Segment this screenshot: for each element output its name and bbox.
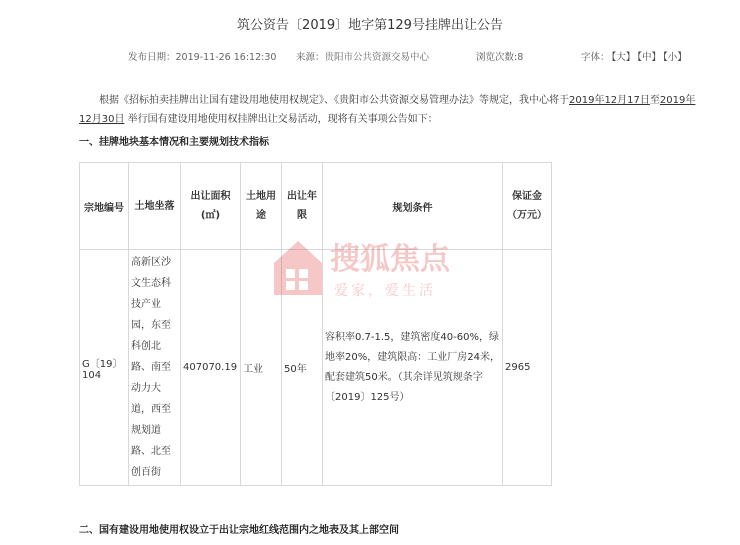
font-small-link[interactable]: 【小】 [663,52,687,63]
intro-text-3: 举行国有建设用地使用权挂牌出让交易活动，现将有关事项公告如下： [124,114,438,125]
land-parcel-table [79,162,552,486]
intro-end-date: 2019年12月30日 [79,95,696,125]
table-row [80,250,552,486]
cell-deposit: 2965 [503,250,552,486]
intro-paragraph [79,91,699,129]
publish-date [128,49,276,63]
font-large-link[interactable]: 【大】 [611,52,636,63]
header-location: 土地坐落 [129,163,181,250]
view-count-value: 8 [517,52,524,63]
header-parcel-no: 宗地编号 [80,163,129,250]
section-1-heading: 一、挂牌地块基本情况和主要规划技术指标 [79,137,269,148]
source [296,49,429,63]
intro-text-1: 根据《招标拍卖挂牌出让国有建设用地使用权规定》、《贵阳市公共资源交易管理办法》等规定，我中心将于 [99,95,569,106]
cell-parcel-no: G〔19〕104 [80,250,129,486]
cell-area: 407070.19 [181,250,241,486]
view-count [476,49,523,63]
intro-start-date: 2019年12月17日 [569,95,650,106]
header-deposit: 保证金（万元） [503,163,552,250]
font-medium-link[interactable]: 【中】 [637,52,662,63]
source-label: 来源： [296,52,325,63]
header-conditions: 规划条件 [323,163,503,250]
font-size-controls [579,49,687,63]
cell-term: 50年 [282,250,323,486]
table-header-row [80,163,552,250]
cell-use: 工业 [241,250,282,486]
watermark-slogan: 爱家，爱生活 [334,283,436,299]
section-2-heading: 二、国有建设用地使用权设立于出让宗地红线范围内之地表及其上部空间 [79,525,399,536]
font-size-label: 字体： [581,52,610,63]
publish-date-value: 2019-11-26 16:12:30 [175,52,277,63]
page-title: 筑公资告〔2019〕地字第129号挂牌出让公告 [237,18,503,33]
intro-text-2: 至 [649,95,660,106]
view-count-label: 浏览次数: [476,52,518,63]
header-use: 土地用途 [241,163,282,250]
cell-location: 高新区沙文生态科技产业园，东至科创北路、南至动力大道，西至规划道路、北至创百街 [129,250,181,486]
source-value: 贵阳市公共资源交易中心 [324,52,430,63]
publish-date-label: 发布日期： [128,52,176,63]
header-term: 出让年限 [282,163,323,250]
cell-conditions: 容积率0.7-1.5，建筑密度40-60%，绿地率20%，建筑限高：工业厂房24米，配套建筑50米。（其余详见筑规条字〔2019〕125号） [323,250,503,486]
header-area: 出让面积(㎡) [181,163,241,250]
watermark-brand: 搜狐焦点 [330,242,450,277]
